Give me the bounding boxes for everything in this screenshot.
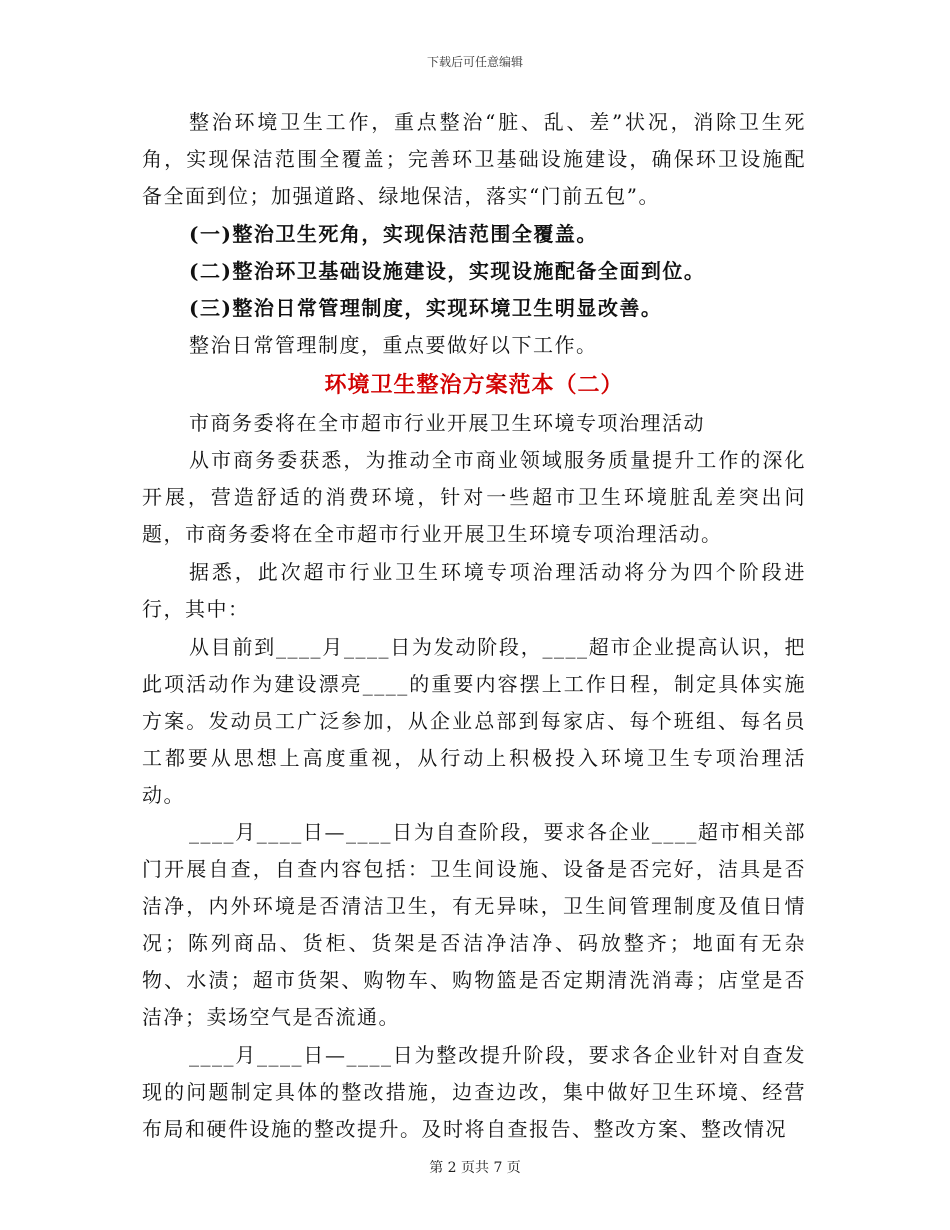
section2-paragraph-1: 从市商务委获悉，为推动全市商业领域服务质量提升工作的深化开展，营造舒适的消费环境，针对一些超市卫生环境脏乱差突出问题，市商务委将在全市超市行业开展卫生环境专项治理活动。 [142, 448, 806, 546]
section1-intro: 整治环境卫生工作，重点整治“脏、乱、差”状况，消除卫生死角，实现保洁范围全覆盖；完善环卫基础设施建设，确保环卫设施配备全面到位；加强道路、绿地保洁，落实“门前五包”。 [142, 110, 806, 208]
section2-paragraph-4: ____月____日—____日为自查阶段，要求各企业____超市相关部门开展自查，自查内容包括：卫生间设施、设备是否完好，洁具是否洁净，内外环境是否清洁卫生，有无异味，卫生间管理制度及值日情况；陈列商品、货柜、货架是否洁净洁净、码放整齐；地面有无杂物、水渍；超市货架、购物车、购物篮是否定期清洗消毒；店堂是否洁净；卖场空气是否流通。 [142, 820, 806, 1029]
section1-item-1: (一)整治卫生死角，实现保洁范围全覆盖。 [189, 222, 598, 246]
section1-item-3: (三)整治日常管理制度，实现环境卫生明显改善。 [189, 296, 663, 320]
section2-subtitle: 市商务委将在全市超市行业开展卫生环境专项治理活动 [189, 411, 705, 435]
page-footer: 第 2 页共 7 页 [429, 1160, 521, 1176]
section2-paragraph-3: 从目前到____月____日为发动阶段，____超市企业提高认识，把此项活动作为建设漂亮____的重要内容摆上工作日程，制定具体实施方案。发动员工广泛参加，从企业总部到每家店、每个班组、每名员工都要从思想上高度重视，从行动上积极投入环境卫生专项治理活动。 [142, 635, 806, 807]
section2-paragraph-2: 据悉，此次超市行业卫生环境专项治理活动将分为四个阶段进行，其中： [142, 560, 806, 621]
section2-title: 环境卫生整治方案范本（二） [324, 372, 624, 398]
section1-item-2: (二)整治环卫基础设施建设，实现设施配备全面到位。 [189, 259, 706, 283]
section2-paragraph-5: ____月____日—____日为整改提升阶段，要求各企业针对自查发现的问题制定具体的整改措施，边查边改，集中做好卫生环境、经营布局和硬件设施的整改提升。及时将自查报告、整改方案、整改情况 [142, 1043, 806, 1141]
section1-closing: 整治日常管理制度，重点要做好以下工作。 [189, 333, 598, 357]
document-body [142, 104, 806, 1148]
page-header: 下载后可任意编辑 [426, 55, 523, 69]
